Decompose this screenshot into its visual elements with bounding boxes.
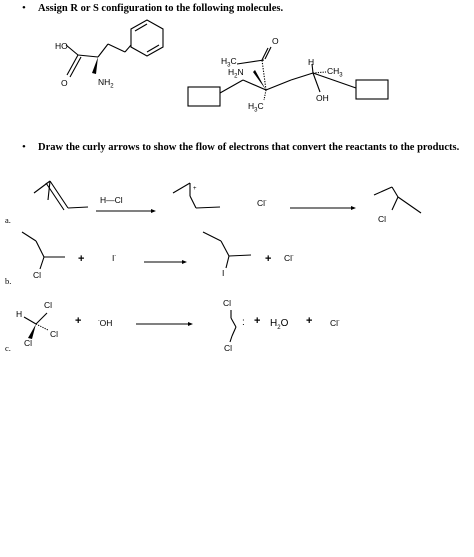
- row-a-reagent-hcl: H—Cl: [100, 195, 123, 205]
- row-c-arrow: [136, 322, 193, 326]
- mol2-h2n-label: $H_2N$: [228, 67, 244, 80]
- row-b-plus-2: +: [265, 253, 272, 265]
- row-a-chloride-anion: Cl-: [257, 198, 267, 208]
- molecule-1: [66, 20, 163, 77]
- wedge-c-cl: [28, 324, 36, 339]
- mol2-ch3-label: $CH_3$: [327, 66, 343, 79]
- mol2-oh-label: OH: [316, 93, 329, 103]
- mol2-o-label: O: [272, 36, 279, 46]
- row-c-carbene-lone-pair: :: [242, 317, 245, 328]
- row-c-hydroxide: -OH: [98, 318, 113, 328]
- row-c-label: c.: [5, 343, 11, 353]
- row-c-cl-right: Cl: [50, 329, 59, 339]
- row-c-carbene-cl-bottom: Cl: [224, 343, 233, 353]
- row-c-carbene-cl-top: Cl: [223, 298, 232, 308]
- row-c-cl-top: Cl: [44, 300, 53, 310]
- ch2-bond: [125, 45, 131, 52]
- row-b-label: b.: [5, 276, 12, 286]
- mol1-o-label: O: [61, 78, 68, 88]
- row-c-chloride: Cl-: [330, 318, 340, 328]
- row-c-h: H: [16, 309, 23, 319]
- mol2-h3c-top-label: $H_3C$: [221, 56, 237, 69]
- row-c-cl-bottom: Cl: [24, 338, 33, 348]
- bullet-q1: •: [22, 2, 26, 14]
- row-b-product-i: I: [222, 268, 225, 278]
- row-b-structures: [22, 232, 251, 269]
- row-a-arrows: [96, 206, 356, 213]
- row-b-plus-1: +: [78, 253, 85, 265]
- mol1-nh2-label: $NH_2$: [98, 77, 114, 90]
- row-a-carbocation-charge: +: [193, 186, 197, 192]
- row-b-arrow: [144, 260, 187, 264]
- substituent-box-left: [188, 87, 220, 106]
- mol1-ho-label: HO: [55, 41, 68, 51]
- row-c-water: $H_2O$: [270, 318, 289, 331]
- substituent-box-right: [356, 80, 388, 99]
- row-c-plus-1: +: [75, 315, 82, 327]
- row-b-substrate-cl: Cl: [33, 270, 42, 280]
- row-b-iodide: I-: [112, 253, 117, 263]
- row-c-plus-2: +: [254, 315, 261, 327]
- mol2-h3c-bottom-label: $H_3C$: [248, 101, 264, 114]
- mol2-h-label: H: [308, 57, 315, 67]
- benzyl-bond: [108, 44, 125, 52]
- wedge-nh2: [92, 57, 98, 74]
- question-2-instruction: Draw the curly arrows to show the flow of electrons that convert the reactants to the products.: [38, 142, 460, 153]
- row-a-product-cl: Cl: [378, 214, 387, 224]
- row-a-structures: [34, 181, 421, 214]
- bullet-q2: •: [22, 141, 26, 153]
- row-b-chloride: Cl-: [284, 253, 294, 263]
- benzene-ring: [131, 20, 163, 56]
- row-c-plus-3: +: [306, 315, 313, 327]
- row-a-label: a.: [5, 215, 11, 225]
- question-1-instruction: Assign R or S configuration to the following molecules.: [38, 3, 284, 14]
- molecule-2: [188, 47, 388, 106]
